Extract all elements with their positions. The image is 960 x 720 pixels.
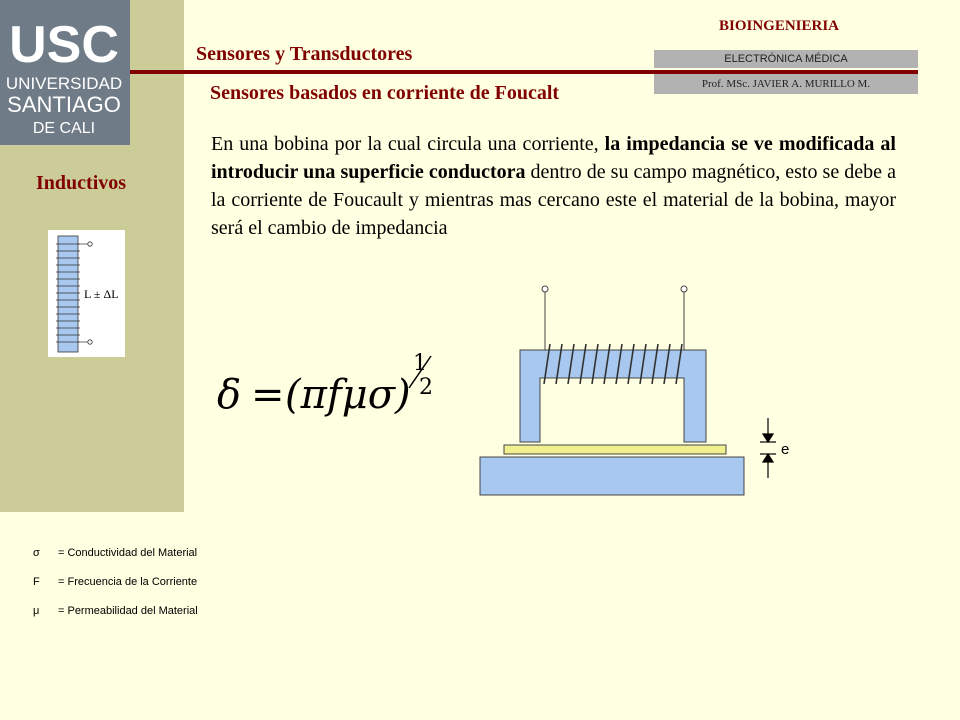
logo-universidad: UNIVERSIDAD — [5, 74, 123, 93]
university-logo — [0, 0, 130, 145]
body-text-1: En una bobina por la cual circula una corriente, — [211, 133, 605, 155]
legend-item-frequency — [33, 576, 197, 588]
body-paragraph — [211, 130, 896, 242]
formula-delta: δ — [217, 372, 242, 418]
legend-symbol: F — [33, 576, 40, 588]
skin-depth-formula — [215, 348, 440, 433]
area-label: ELECTRÓNICA MÉDICA — [654, 50, 918, 68]
gap-label: e — [781, 441, 790, 458]
formula-rhs: (πfμσ) — [285, 372, 411, 418]
department-label: BIOINGENIERIA — [718, 18, 840, 34]
legend-text: = Conductividad del Material — [58, 547, 198, 559]
logo-usc: USC — [9, 16, 119, 74]
formula-equals: = — [251, 372, 285, 418]
body-text-bold: la impedancia se ve modificada al introducir una superficie conductora — [211, 133, 896, 183]
legend-symbol: σ — [33, 547, 40, 559]
formula-exp-num: 1 — [413, 351, 427, 376]
logo-santiago: SANTIAGO — [7, 92, 121, 117]
body-text-2: dentro de su campo magnético, esto se debe a la corriente de Foucault y mientras mas cercano este el material de la bobina, mayor será el cambio de impedancia — [211, 161, 896, 239]
page-subtitle: Sensores basados en corriente de Foucalt — [210, 82, 560, 104]
coil-label: L ± ΔL — [84, 287, 119, 301]
legend-symbol: μ — [33, 605, 40, 617]
legend-item-conductivity — [33, 547, 197, 559]
professor-label: Prof. MSc. JAVIER A. MURILLO M. — [654, 74, 918, 94]
legend-text: = Frecuencia de la Corriente — [58, 576, 198, 588]
eddy-current-sensor-diagram — [470, 280, 810, 498]
logo-decali: DE CALI — [32, 120, 96, 137]
formula-exp-den: 2 — [419, 375, 433, 400]
legend-text: = Permeabilidad del Material — [58, 605, 198, 617]
inductor-coil-icon — [48, 230, 125, 357]
section-label: Inductivos — [36, 172, 127, 194]
legend-item-permeability — [33, 605, 198, 617]
page-title: Sensores y Transductores — [196, 43, 413, 65]
